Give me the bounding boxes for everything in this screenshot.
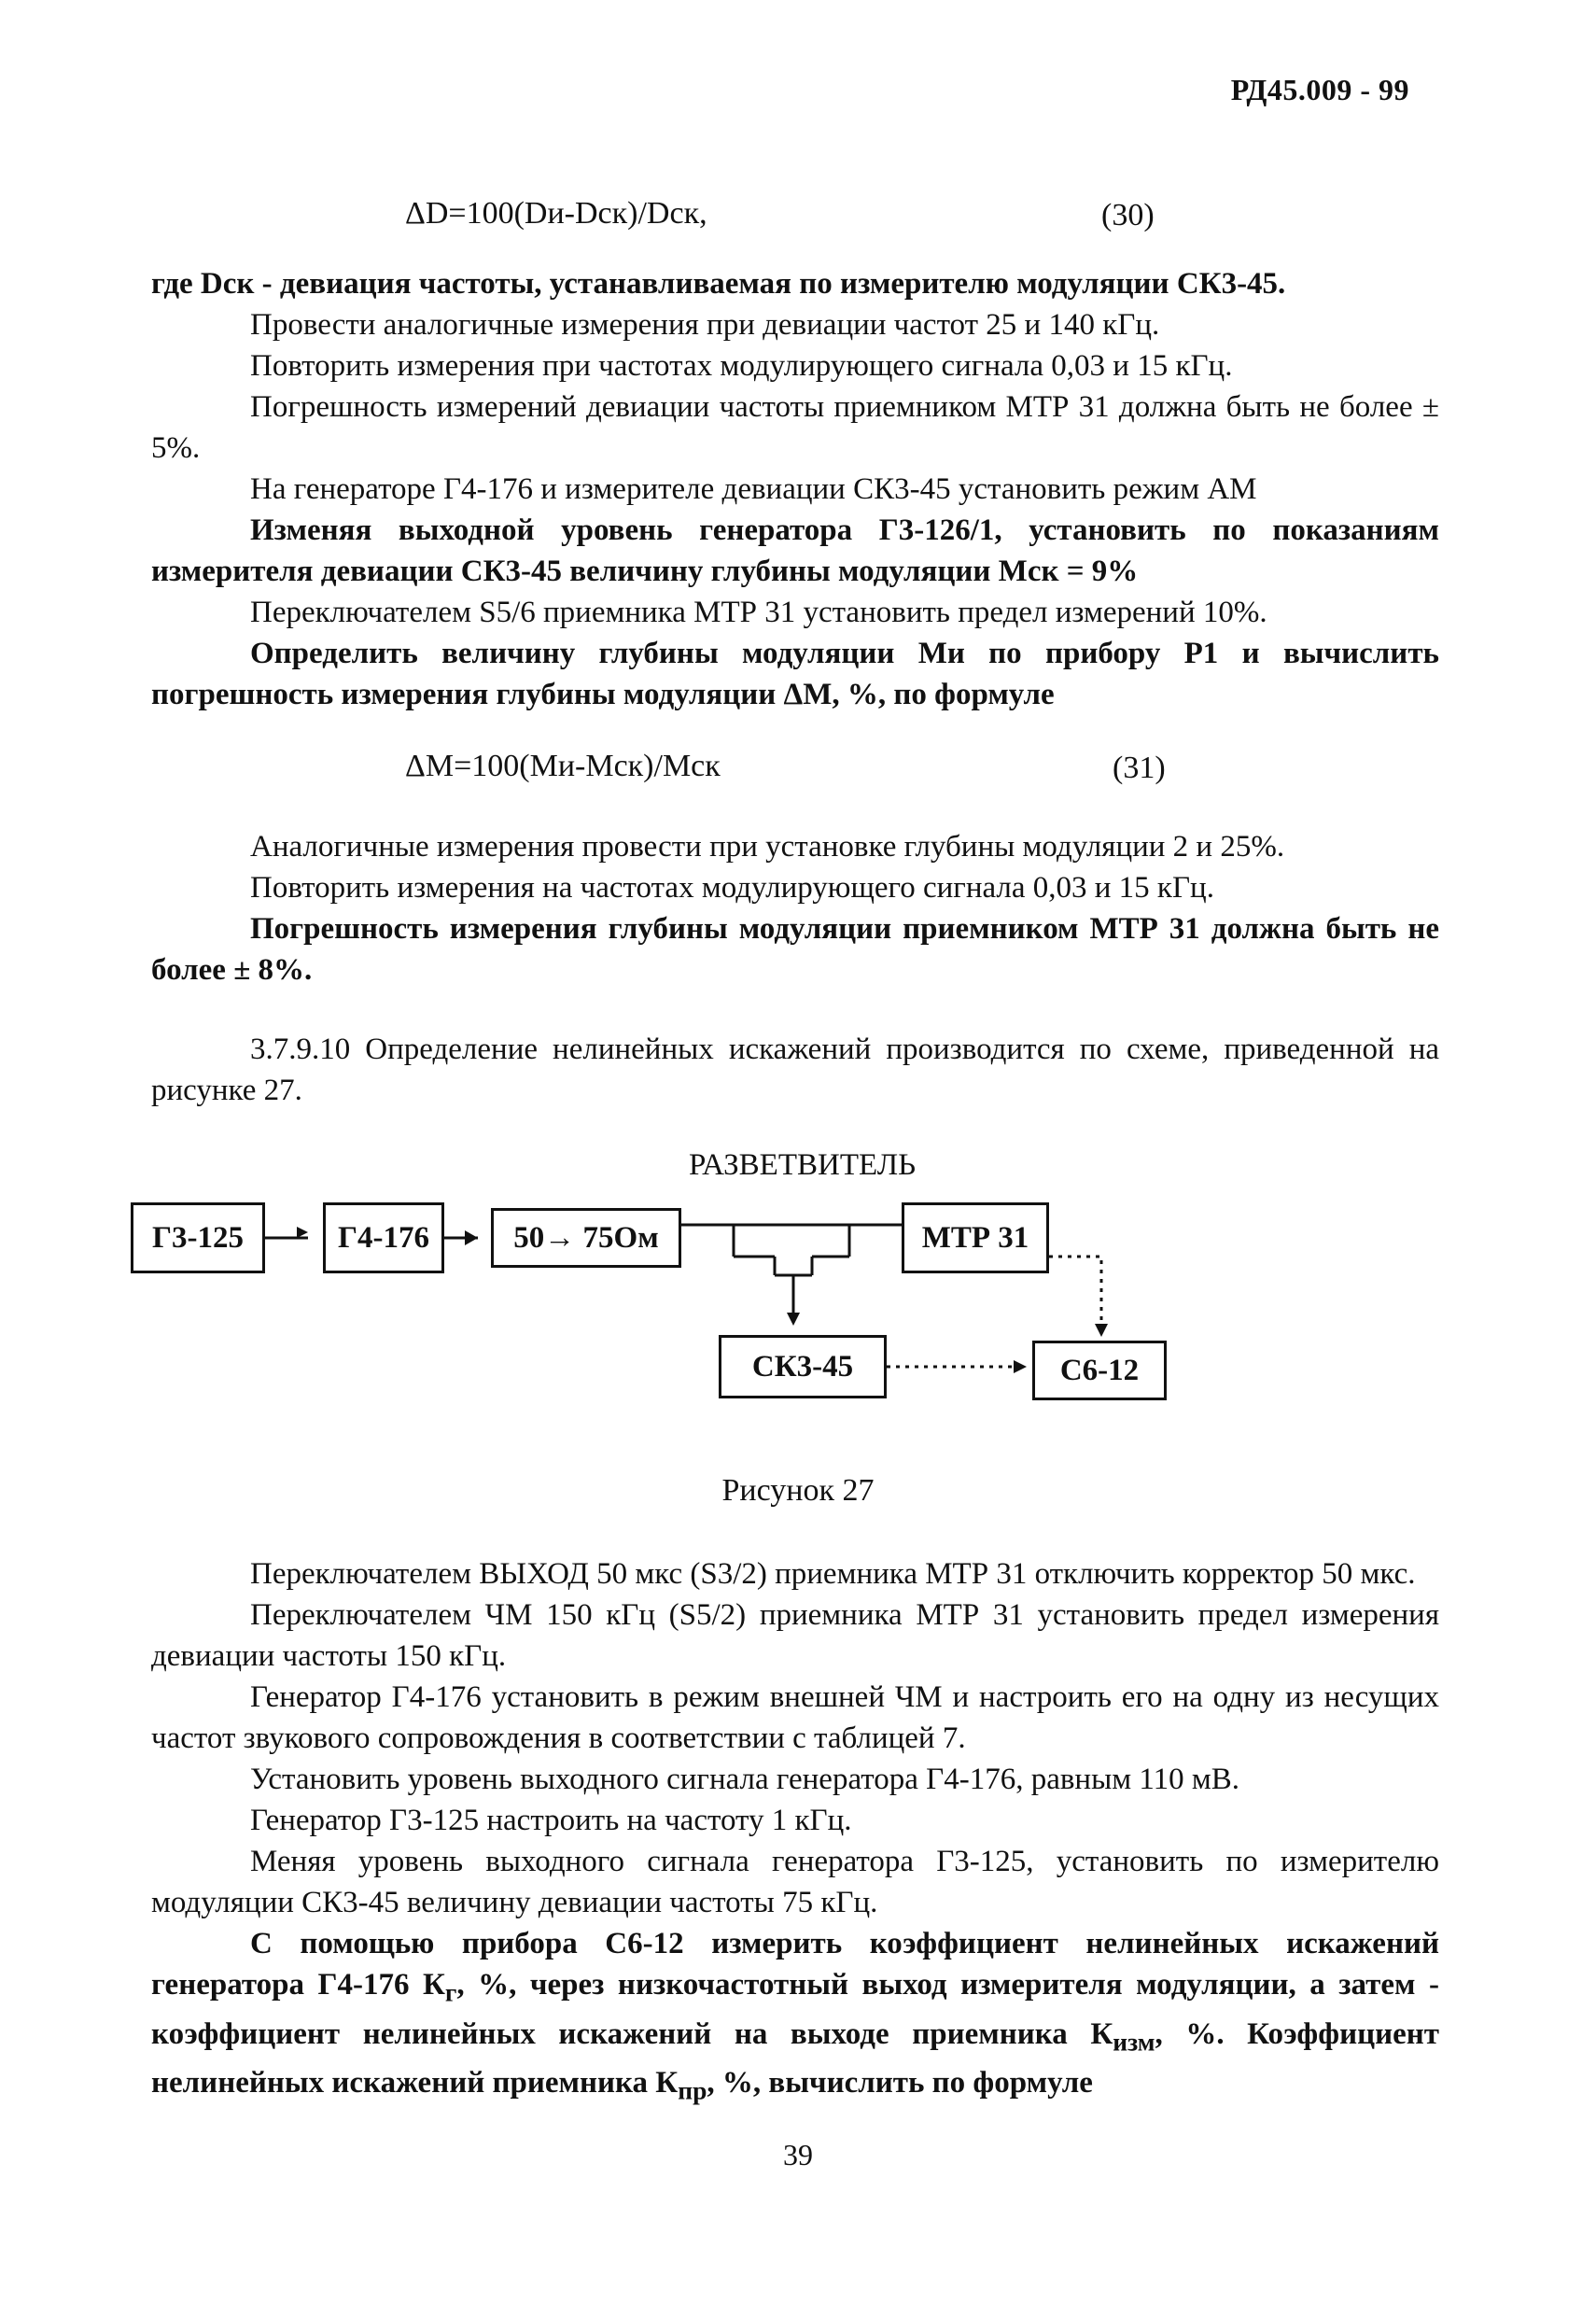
paragraph: Провести аналогичные измерения при девиации частот 25 и 140 кГц. <box>250 308 1160 342</box>
paragraph: Изменяя выходной уровень генератора Г3-126/1, установить по показаниям измерителя девиации СК3-45 величину глубины модуляции Мск = 9% <box>151 513 1439 588</box>
paragraph: Погрешность измерения глубины модуляции приемником МТР 31 должна быть не более ± 8%. <box>151 912 1439 987</box>
page-number: 39 <box>783 2138 813 2171</box>
paragraph: Аналогичные измерения провести при установке глубины модуляции 2 и 25%. <box>250 830 1285 864</box>
text-block-3 <box>151 1553 1439 2112</box>
box-g3-125: Г3-125 <box>131 1202 265 1273</box>
paragraph: Генератор Г4-176 установить в режим внешней ЧМ и настроить его на одну из несущих частот звукового сопровождения в соответствии с таблицей 7. <box>151 1680 1439 1755</box>
paragraph: где Dск - девиация частоты, устанавливаемая по измерителю модуляции СК3-45. <box>151 267 1286 301</box>
paragraph: На генераторе Г4-176 и измерителе девиации СК3-45 установить режим АМ <box>250 472 1257 506</box>
equation-number-31: (31) <box>1113 751 1166 785</box>
paragraph: Повторить измерения при частотах модулирующего сигнала 0,03 и 15 кГц. <box>250 349 1233 383</box>
formula-30: ΔD=100(Dи-Dск)/Dск, <box>405 196 707 231</box>
box-sk3-45: СК3-45 <box>719 1335 887 1398</box>
box-g4-176: Г4-176 <box>323 1202 444 1273</box>
box-c6-12: С6-12 <box>1032 1341 1167 1400</box>
paragraph: Переключателем ВЫХОД 50 мкс (S3/2) приемника МТР 31 отключить корректор 50 мкс. <box>250 1557 1416 1591</box>
paragraph: Повторить измерения на частотах модулирующего сигнала 0,03 и 15 кГц. <box>250 871 1214 905</box>
paragraph: Определить величину глубины модуляции Ми по прибору Р1 и вычислить погрешность измерения глубины модуляции ΔМ, %, по формуле <box>151 637 1439 711</box>
box-mtr31: МТР 31 <box>902 1202 1049 1273</box>
equation-number-30: (30) <box>1101 198 1155 232</box>
section-heading: 3.7.9.10 Определение нелинейных искажений производится по схеме, приведенной на рисунке 27. <box>151 1033 1439 1107</box>
formula-31: ΔМ=100(Ми-Мск)/Мск <box>405 749 721 783</box>
paragraph: Погрешность измерений девиации частоты приемником МТР 31 должна быть не более ± 5%. <box>151 390 1439 465</box>
paragraph: Генератор Г3-125 настроить на частоту 1 кГц. <box>250 1804 852 1837</box>
paragraph: Установить уровень выходного сигнала генератора Г4-176, равным 110 мВ. <box>250 1763 1240 1796</box>
document-code: РД45.009 - 99 <box>1230 73 1409 106</box>
paragraph: Переключателем S5/6 приемника МТР 31 установить предел измерений 10%. <box>250 596 1267 629</box>
figure-caption: Рисунок 27 <box>721 1473 875 1508</box>
box-50-75-ohm: 50→ 75Ом <box>491 1208 681 1268</box>
paragraph: Меняя уровень выходного сигнала генератора Г3-125, установить по измерителю модуляции СК3-45 величину девиации частоты 75 кГц. <box>151 1845 1439 1919</box>
paragraph-formula-intro: С помощью прибора С6-12 измерить коэффициент нелинейных искажений генератора Г4-176 $К_г$, %, через низкочастотный выход измерителя модуляции, а затем - коэффициент нелинейных искажений на выходе приемника $К_{изм}$, %. Коэффициент нелинейных искажений приемника $К_{пр}$, %, вычислить по формуле <box>151 1927 1439 2105</box>
paragraph: Переключателем ЧМ 150 кГц (S5/2) приемника МТР 31 установить предел измерения девиации частоты 150 кГц. <box>151 1598 1439 1673</box>
splitter-label: РАЗВЕТВИТЕЛЬ <box>689 1148 917 1182</box>
